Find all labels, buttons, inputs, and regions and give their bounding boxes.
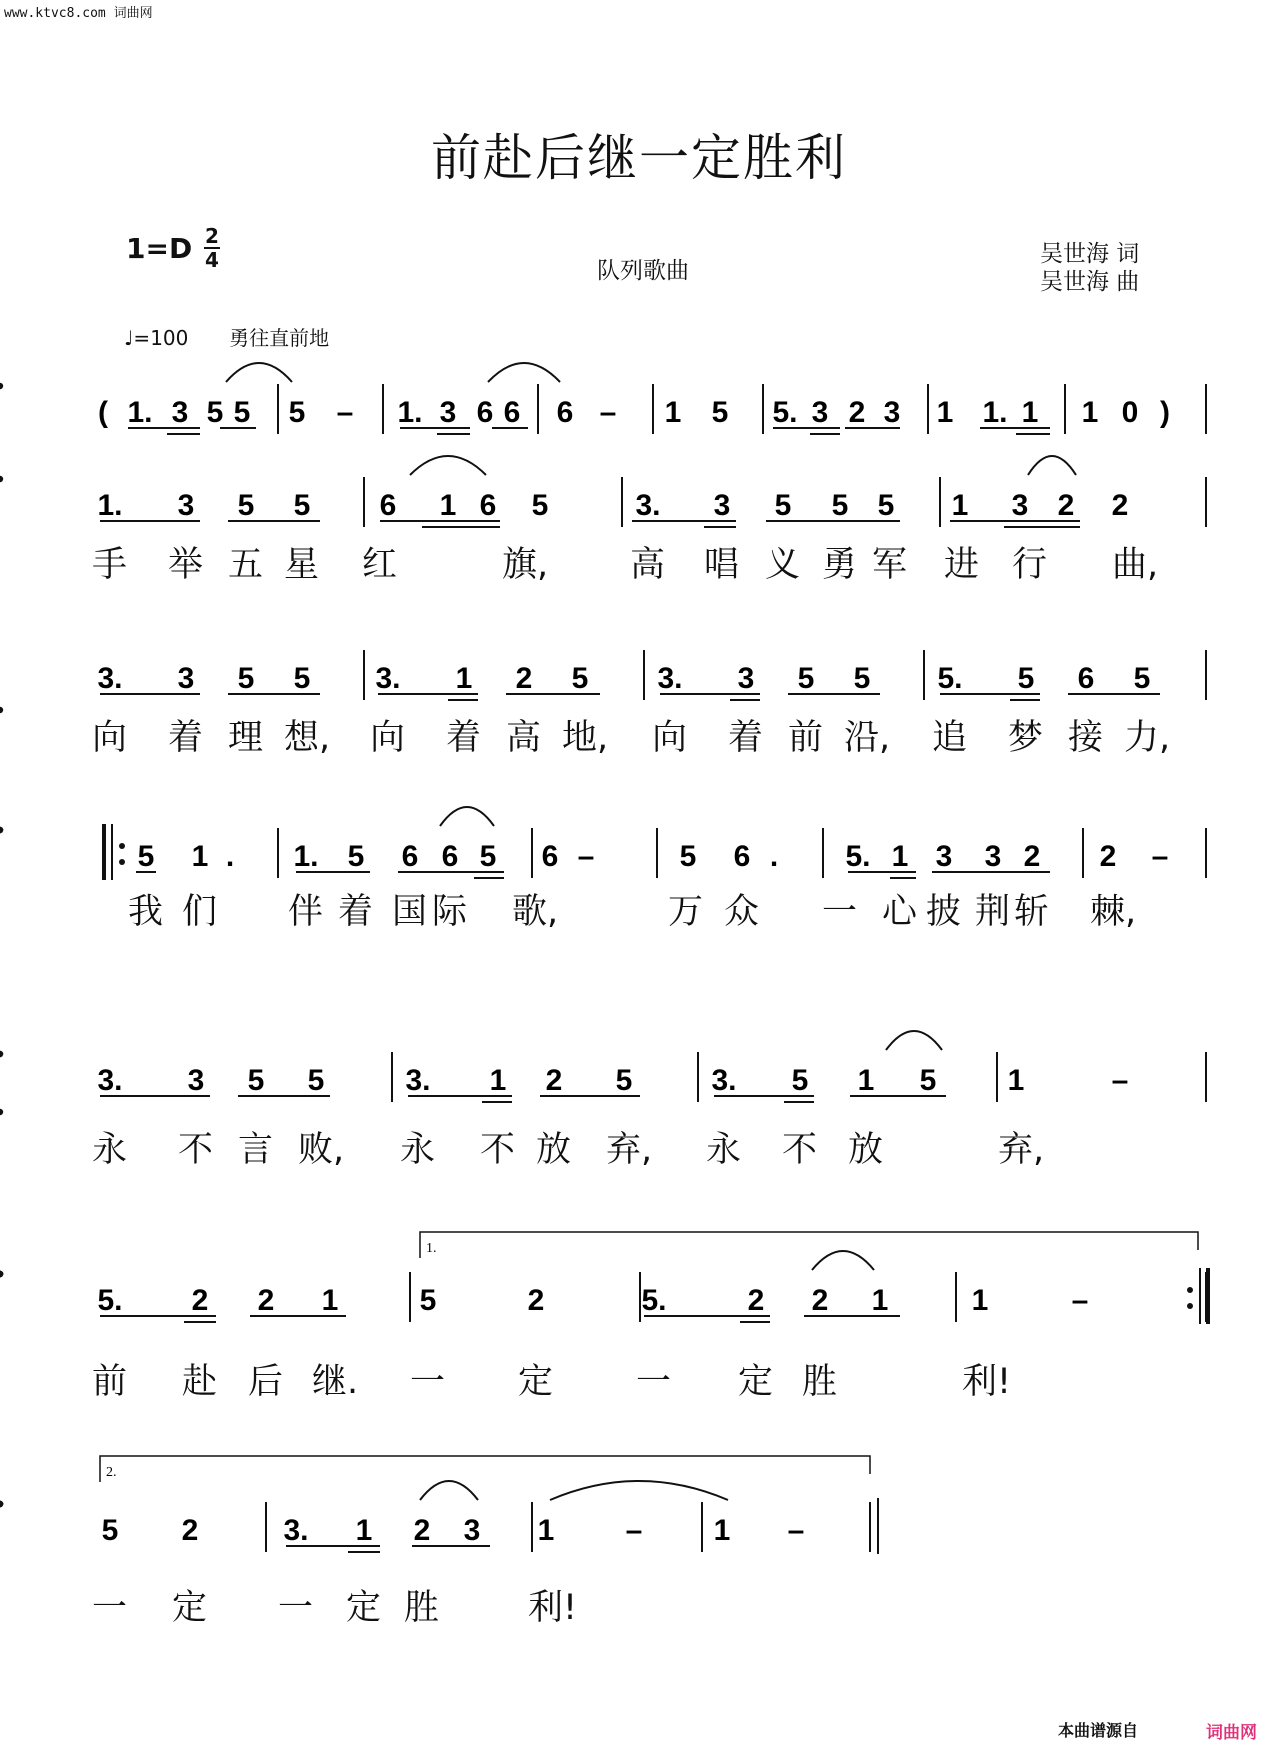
octave-dot-low [0, 1109, 3, 1115]
jianpu-note: 5 [531, 489, 549, 522]
octave-dot-high [0, 827, 3, 833]
jianpu-note: 2 [1111, 489, 1129, 522]
volta-bracket [420, 1232, 1198, 1258]
octave-dot-low [0, 707, 3, 713]
jianpu-note: 1 [1081, 396, 1099, 429]
jianpu-note: 5 [479, 840, 497, 873]
lyric-syllable: 力, [1124, 718, 1171, 758]
jianpu-note: 5. [937, 662, 963, 695]
page-title: 前赴后继一定胜利 [431, 129, 847, 187]
jianpu-note: 6 [479, 489, 497, 522]
tie-arc [488, 363, 560, 382]
jianpu-note: 1 [1007, 1064, 1025, 1097]
jianpu-note: 2 [515, 662, 533, 695]
jianpu-note: 3. [635, 489, 661, 522]
lyric-syllable: 披 [926, 892, 962, 932]
jianpu-note: 6 [503, 396, 521, 429]
jianpu-note: 3. [375, 662, 401, 695]
lyric-syllable: 沿, [844, 718, 891, 758]
lyric-syllable: 一 [92, 1588, 128, 1628]
jianpu-note: 5 [206, 396, 224, 429]
lyric-syllable: 着 [728, 718, 764, 758]
jianpu-note: 3 [187, 1064, 205, 1097]
jianpu-note: 6 [556, 396, 574, 429]
jianpu-note: 5 [293, 662, 311, 695]
lyric-syllable: 举 [168, 545, 204, 585]
lyricist-credit: 吴世海 词 [1040, 241, 1140, 267]
lyric-syllable: 万 [668, 892, 704, 932]
lyric-syllable: 想, [284, 718, 331, 758]
lyric-syllable: 着 [446, 718, 482, 758]
jianpu-note: 3. [711, 1064, 737, 1097]
jianpu-note: 2 [527, 1284, 545, 1317]
lyric-syllable: 着 [168, 718, 204, 758]
lyric-syllable: 唱 [704, 545, 740, 585]
volta-label: 2. [106, 1465, 117, 1480]
jianpu-note: 5 [831, 489, 849, 522]
jianpu-note: 1 [891, 840, 909, 873]
jianpu-note: 1 [971, 1284, 989, 1317]
jianpu-note: 5 [419, 1284, 437, 1317]
octave-dot-high [0, 476, 3, 482]
jianpu-note: 1. [982, 396, 1008, 429]
repeat-dot [1187, 1287, 1193, 1293]
lyric-syllable: 国 [392, 892, 428, 932]
lyric-syllable: 伴 [288, 892, 324, 932]
octave-dot-high [0, 383, 3, 389]
jianpu-note: 3 [177, 489, 195, 522]
jianpu-note: 2 [1057, 489, 1075, 522]
jianpu-note: 5 [1017, 662, 1035, 695]
jianpu-note: 5. [845, 840, 871, 873]
jianpu-note: 6 [1077, 662, 1095, 695]
jianpu-note: 5 [237, 662, 255, 695]
jianpu-note: 3 [883, 396, 901, 429]
lyric-syllable: 言 [238, 1130, 274, 1170]
jianpu-note: 5 [791, 1064, 809, 1097]
jianpu-note: 5 [137, 840, 155, 873]
jianpu-note: 5 [853, 662, 871, 695]
jianpu-note: 1. [97, 489, 123, 522]
lyric-syllable: 利! [528, 1588, 578, 1628]
volta-bracket [100, 1456, 870, 1482]
jianpu-note: 1 [355, 1514, 373, 1547]
jianpu-note: 1. [397, 396, 423, 429]
jianpu-note: 5 [877, 489, 895, 522]
tie-arc [226, 363, 292, 382]
octave-dot-high [0, 1271, 3, 1277]
lyric-syllable: 永 [92, 1130, 128, 1170]
jianpu-note: 5 [615, 1064, 633, 1097]
jianpu-note: 2 [848, 396, 866, 429]
jianpu-note: – [787, 1514, 805, 1547]
tie-arc [550, 1481, 728, 1500]
lyric-syllable: 曲, [1112, 545, 1159, 585]
jianpu-note: 3 [439, 396, 457, 429]
jianpu-note: 3 [935, 840, 953, 873]
repeat-dot [119, 859, 125, 865]
jianpu-note: 5 [1133, 662, 1151, 695]
jianpu-note: 2 [191, 1284, 209, 1317]
lyric-syllable: 高 [506, 718, 542, 758]
key-signature: 1=D [126, 232, 193, 265]
expression-marking: 勇往直前地 [229, 326, 330, 350]
lyric-syllable: 弃, [606, 1130, 653, 1170]
lyric-syllable: 一 [822, 892, 858, 932]
jianpu-note: 5 [293, 489, 311, 522]
lyric-syllable: 后 [248, 1362, 284, 1402]
jianpu-note: 3 [984, 840, 1002, 873]
jianpu-note: 3. [97, 662, 123, 695]
jianpu-note: – [1111, 1064, 1129, 1097]
lyric-syllable: 向 [652, 718, 688, 758]
jianpu-note: 1 [191, 840, 209, 873]
lyric-syllable: 一 [410, 1362, 446, 1402]
jianpu-note: 1 [537, 1514, 555, 1547]
lyric-syllable: 赴 [182, 1362, 218, 1402]
jianpu-note: 5. [97, 1284, 123, 1317]
jianpu-note: 1 [857, 1064, 875, 1097]
jianpu-note: 3 [463, 1514, 481, 1547]
lyric-syllable: 放 [536, 1130, 572, 1170]
lyric-syllable: 胜 [802, 1362, 838, 1402]
lyric-syllable: 继. [312, 1362, 359, 1402]
jianpu-note: ( [98, 396, 108, 429]
jianpu-note: 5. [641, 1284, 667, 1317]
time-sig-top: 2 [205, 224, 219, 248]
lyric-syllable: 不 [480, 1130, 516, 1170]
octave-dot-high [0, 1051, 3, 1057]
lyric-syllable: 义 [765, 545, 801, 585]
lyric-syllable: 胜 [404, 1588, 440, 1628]
jianpu-note: 5 [797, 662, 815, 695]
tie-arc [886, 1031, 942, 1050]
lyric-syllable: 不 [782, 1130, 818, 1170]
lyric-syllable: 永 [400, 1130, 436, 1170]
lyric-syllable: 一 [278, 1588, 314, 1628]
jianpu-note: ) [1160, 396, 1170, 429]
tie-arc [410, 456, 486, 475]
jianpu-note: 2 [1099, 840, 1117, 873]
jianpu-note: . [769, 840, 779, 873]
jianpu-note: 5 [679, 840, 697, 873]
jianpu-note: 5 [774, 489, 792, 522]
jianpu-note: 6 [541, 840, 559, 873]
jianpu-note: 5 [571, 662, 589, 695]
footer-source: 本曲谱源自 [1058, 1721, 1139, 1740]
jianpu-note: 2 [747, 1284, 765, 1317]
lyric-syllable: 败, [298, 1130, 345, 1170]
lyric-syllable: 地, [562, 718, 609, 758]
jianpu-note: 5 [101, 1514, 119, 1547]
lyric-syllable: 定 [346, 1588, 382, 1628]
lyric-syllable: 我 [128, 892, 164, 932]
jianpu-note: 5 [347, 840, 365, 873]
jianpu-note: 2 [811, 1284, 829, 1317]
jianpu-note: 3 [713, 489, 731, 522]
lyric-syllable: 进 [944, 545, 980, 585]
tie-arc [812, 1251, 874, 1270]
jianpu-note: 2 [413, 1514, 431, 1547]
jianpu-note: 3. [283, 1514, 309, 1547]
lyric-syllable: 梦 [1008, 718, 1044, 758]
jianpu-note: 3 [1011, 489, 1029, 522]
jianpu-note: – [1151, 840, 1169, 873]
jianpu-note: 5 [247, 1064, 265, 1097]
jianpu-note: 6 [379, 489, 397, 522]
lyric-syllable: 红 [362, 545, 398, 585]
jianpu-note: 6 [401, 840, 419, 873]
lyric-syllable: 着 [338, 892, 374, 932]
lyric-syllable: 放 [848, 1130, 884, 1170]
jianpu-note: 3. [97, 1064, 123, 1097]
octave-dot-high [0, 1501, 3, 1507]
jianpu-note: 1 [1021, 396, 1039, 429]
jianpu-note: – [577, 840, 595, 873]
jianpu-note: – [336, 396, 354, 429]
lyric-syllable: 荆 [975, 892, 1011, 932]
lyric-syllable: 定 [738, 1362, 774, 1402]
lyric-syllable: 众 [724, 892, 760, 932]
lyric-syllable: 前 [788, 718, 824, 758]
lyric-syllable: 军 [872, 545, 908, 585]
jianpu-note: 0 [1121, 396, 1139, 429]
tie-arc [1028, 456, 1076, 475]
lyric-syllable: 旗, [502, 545, 549, 585]
tempo-value: ♩=100 [124, 326, 189, 350]
jianpu-note: 1 [489, 1064, 507, 1097]
lyric-syllable: 勇 [822, 545, 858, 585]
lyric-syllable: 歌, [512, 892, 559, 932]
jianpu-note: 5 [233, 396, 251, 429]
jianpu-note: 6 [476, 396, 494, 429]
lyric-syllable: 定 [172, 1588, 208, 1628]
jianpu-note: 2 [257, 1284, 275, 1317]
jianpu-note: 5 [307, 1064, 325, 1097]
lyric-syllable: 行 [1012, 545, 1048, 585]
genre-label: 队列歌曲 [597, 258, 689, 284]
tie-arc [440, 807, 494, 826]
jianpu-note: 6 [733, 840, 751, 873]
lyric-syllable: 定 [518, 1362, 554, 1402]
lyric-syllable: 接 [1068, 718, 1104, 758]
lyric-syllable: 斩 [1014, 892, 1050, 932]
jianpu-note: – [1071, 1284, 1089, 1317]
lyric-syllable: 不 [178, 1130, 214, 1170]
jianpu-note: – [599, 396, 617, 429]
jianpu-note: 1 [455, 662, 473, 695]
jianpu-note: 1 [321, 1284, 339, 1317]
jianpu-note: 1 [871, 1284, 889, 1317]
repeat-dot [1187, 1303, 1193, 1309]
footer-brand[interactable]: 词曲网 [1206, 1723, 1257, 1743]
jianpu-note: 3. [657, 662, 683, 695]
jianpu-note: 5 [919, 1064, 937, 1097]
site-header: www.ktvc8.com 词曲网 [4, 6, 153, 21]
jianpu-note: 1 [951, 489, 969, 522]
repeat-dot [119, 843, 125, 849]
lyric-syllable: 利! [962, 1362, 1012, 1402]
jianpu-note: 3 [177, 662, 195, 695]
jianpu-note: 1 [936, 396, 954, 429]
jianpu-note: 2 [545, 1064, 563, 1097]
jianpu-note: 3. [405, 1064, 431, 1097]
jianpu-note: 1. [127, 396, 153, 429]
lyric-syllable: 星 [284, 545, 320, 585]
time-sig-bottom: 4 [205, 248, 219, 272]
jianpu-note: 2 [1023, 840, 1041, 873]
jianpu-note: 3 [737, 662, 755, 695]
lyric-syllable: 理 [228, 718, 264, 758]
jianpu-note: 2 [181, 1514, 199, 1547]
lyric-syllable: 心 [882, 892, 918, 932]
lyric-syllable: 高 [630, 545, 666, 585]
lyric-syllable: 永 [706, 1130, 742, 1170]
jianpu-note: – [625, 1514, 643, 1547]
composer-credit: 吴世海 曲 [1040, 269, 1140, 295]
jianpu-note: 3 [811, 396, 829, 429]
lyric-syllable: 棘, [1090, 892, 1137, 932]
volta-label: 1. [426, 1241, 437, 1256]
lyric-syllable: 五 [228, 545, 264, 585]
jianpu-note: 1. [293, 840, 319, 873]
lyric-syllable: 向 [370, 718, 406, 758]
jianpu-note: 3 [171, 396, 189, 429]
lyric-syllable: 际 [432, 892, 468, 932]
jianpu-note: 6 [441, 840, 459, 873]
jianpu-note: 5 [237, 489, 255, 522]
jianpu-note: 1 [439, 489, 457, 522]
jianpu-note: 5 [711, 396, 729, 429]
jianpu-note: . [225, 840, 235, 873]
lyric-syllable: 追 [932, 718, 968, 758]
lyric-syllable: 手 [92, 545, 128, 585]
jianpu-note: 1 [664, 396, 682, 429]
lyric-syllable: 弃, [998, 1130, 1045, 1170]
lyric-syllable: 前 [92, 1362, 128, 1402]
jianpu-note: 5 [288, 396, 306, 429]
jianpu-note: 5. [772, 396, 798, 429]
lyric-syllable: 向 [92, 718, 128, 758]
lyric-syllable: 一 [636, 1362, 672, 1402]
lyric-syllable: 们 [182, 892, 218, 932]
tie-arc [420, 1481, 478, 1500]
jianpu-note: 1 [713, 1514, 731, 1547]
